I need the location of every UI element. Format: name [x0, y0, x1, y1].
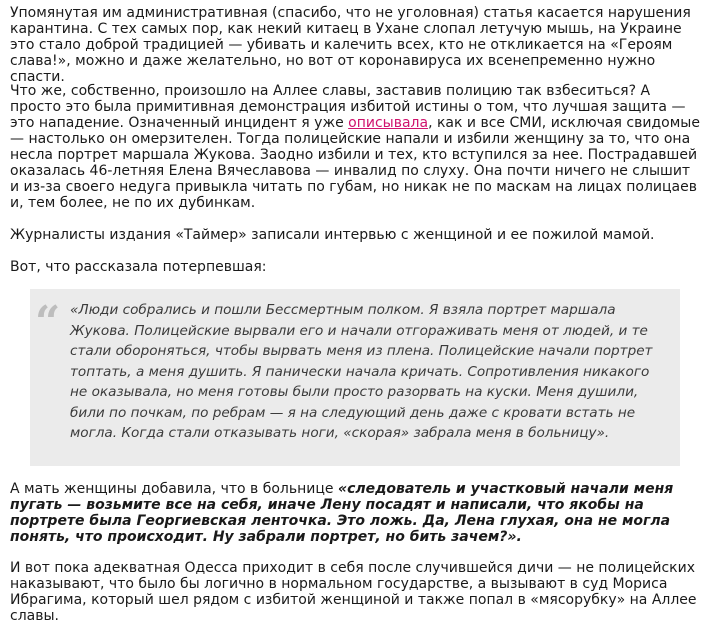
paragraph-mother-text: А мать женщины добавила, что в больнице [10, 481, 338, 497]
paragraph-quarantine: Упомянутая им административная (спасибо, что не уголовная) статья касается нарушения карантина. С тех самых пор, как некий китаец в Ухане слопал летучую мышь, на Украине это стало доброй традицией — убивать и калечить всех, кто не откликается на «Героям слава!», можно и даже желательно, но вот от коронавируса их всенепременно нужно спасти. [10, 5, 691, 85]
paragraph-mother [10, 481, 702, 545]
quote-mark-icon: “ [35, 297, 61, 348]
paragraph-interview: Журналисты издания «Таймер» записали интервью с женщиной и ее пожилой мамой. [10, 227, 655, 243]
quote-text: «Люди собрались и пошли Бессмертным полком. Я взяла портрет маршала Жукова. Полицейские вырвали его и начали отгораживать меня от людей, и те стали обороняться, чтобы вырвать меня из плена. Полицейские начали портрет топтать, а меня душить. Я панически начала кричать. Сопротивления никакого не оказывала, но меня готовы были просто разорвать на куски. Меня душили, били по почкам, по ребрам — я на следующий день даже с кровати встать не могла. Когда стали отказывать ноги, «скорая» забрала меня в больницу». [70, 302, 653, 441]
paragraph-incident-text-start: Что же, собственно, произошло на Аллее славы, заставив полицию так взбеситься? А просто это была примитивная демонстрация избитой истины о том, что лучшая защита — это нападение. Означенный инцидент я уже [10, 83, 686, 131]
paragraph-victim-intro: Вот, что рассказала потерпевшая: [10, 259, 267, 275]
mother-quote: «следователь и участковый начали меня пугать — возьмите все на себя, иначе Лену посадят и написали, что якобы на портрете была Георгиевская ленточка. Это ложь. Да, Лена глухая, она не могла понять, что происходит. Ну забрали портрет, но бить зачем?». [10, 481, 674, 545]
described-link[interactable]: описывала [348, 115, 429, 131]
blockquote [30, 289, 680, 466]
paragraph-incident [10, 83, 702, 211]
paragraph-incident-text-end: , как и все СМИ, исключая свидомые — настолько он омерзителен. Тогда полицейские напали и избили женщину за то, что она несла портрет маршала Жукова. Заодно избили и тех, кто вступился за нее. Пострадавшей оказалась 46-летняя Елена Вячеславова — инвалид по слуху. Она почти ничего не слышит и из-за своего недуга привыкла читать по губам, но никак не по маскам на лицах полицаев и, тем более, не по их дубинкам. [10, 115, 700, 211]
paragraph-court: И вот пока адекватная Одесса приходит в себя после случившейся дичи — не полицейских наказывают, что было бы логично в нормальном государстве, а вызывают в суд Мориса Ибрагима, который шел рядом с избитой женщиной и также попал в «мясорубку» на Аллее славы. [10, 560, 697, 624]
